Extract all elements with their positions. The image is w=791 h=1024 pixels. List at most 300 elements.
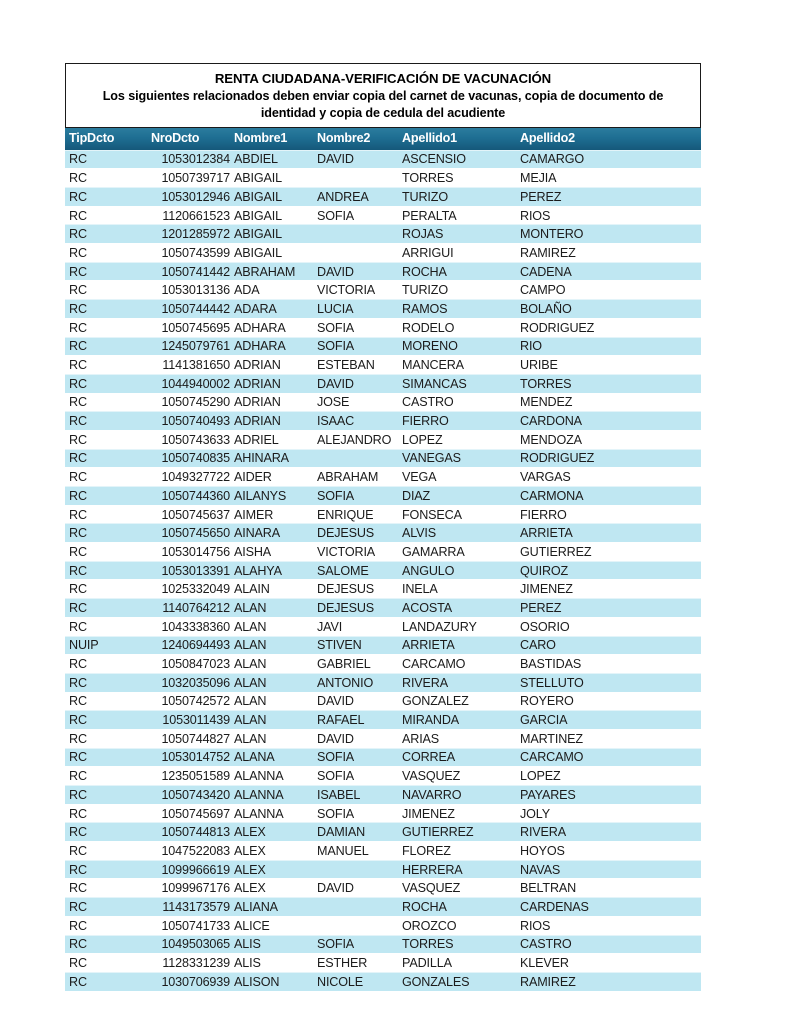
cell-nombre1[interactable]: ALEX (230, 823, 313, 842)
cell-tipdcto[interactable]: RC (65, 786, 145, 805)
cell-nombre1[interactable]: ALEX (230, 879, 313, 898)
cell-nombre2[interactable]: DEJESUS (313, 580, 398, 599)
cell-nrodcto[interactable]: 1050745637 (145, 505, 230, 524)
cell-nrodcto[interactable]: 1053011439 (145, 711, 230, 730)
cell-nombre2[interactable]: ISABEL (313, 786, 398, 805)
cell-nombre2[interactable]: SOFIA (313, 206, 398, 225)
cell-nrodcto[interactable]: 1053012946 (145, 188, 230, 207)
cell-tipdcto[interactable]: RC (65, 767, 145, 786)
cell-apellido1[interactable]: RAMOS (398, 300, 516, 319)
cell-tipdcto[interactable]: RC (65, 580, 145, 599)
table-row[interactable] (65, 916, 701, 935)
cell-nombre2[interactable]: JAVI (313, 617, 398, 636)
cell-nrodcto[interactable]: 1050741733 (145, 916, 230, 935)
table-row[interactable] (65, 412, 701, 431)
cell-tipdcto[interactable]: RC (65, 954, 145, 973)
cell-nombre1[interactable]: ALANA (230, 748, 313, 767)
cell-tipdcto[interactable]: RC (65, 505, 145, 524)
cell-apellido2[interactable]: ARRIETA (516, 524, 701, 543)
cell-nombre1[interactable]: ADRIAN (230, 374, 313, 393)
cell-tipdcto[interactable]: RC (65, 543, 145, 562)
cell-nombre2[interactable]: SOFIA (313, 337, 398, 356)
cell-tipdcto[interactable]: RC (65, 262, 145, 281)
cell-tipdcto[interactable]: RC (65, 561, 145, 580)
table-row[interactable] (65, 468, 701, 487)
table-row[interactable] (65, 543, 701, 562)
cell-apellido1[interactable]: GUTIERREZ (398, 823, 516, 842)
cell-tipdcto[interactable]: RC (65, 150, 145, 169)
table-row[interactable] (65, 393, 701, 412)
table-row[interactable] (65, 655, 701, 674)
table-row[interactable] (65, 169, 701, 188)
cell-apellido2[interactable]: CARDENAS (516, 898, 701, 917)
cell-nombre1[interactable]: ALAN (230, 617, 313, 636)
column-header-nrodcto[interactable]: NroDcto (145, 128, 230, 151)
cell-apellido2[interactable]: QUIROZ (516, 561, 701, 580)
table-row[interactable] (65, 804, 701, 823)
cell-nrodcto[interactable]: 1050744360 (145, 487, 230, 506)
cell-nombre2[interactable]: DEJESUS (313, 599, 398, 618)
cell-tipdcto[interactable]: RC (65, 300, 145, 319)
cell-apellido2[interactable]: CARCAMO (516, 748, 701, 767)
cell-nombre2[interactable]: DAVID (313, 374, 398, 393)
cell-apellido1[interactable]: MORENO (398, 337, 516, 356)
table-row[interactable] (65, 636, 701, 655)
cell-tipdcto[interactable]: RC (65, 692, 145, 711)
cell-nrodcto[interactable]: 1050745650 (145, 524, 230, 543)
cell-tipdcto[interactable]: RC (65, 169, 145, 188)
cell-apellido2[interactable]: BASTIDAS (516, 655, 701, 674)
cell-apellido1[interactable]: CORREA (398, 748, 516, 767)
cell-apellido2[interactable]: OSORIO (516, 617, 701, 636)
cell-apellido1[interactable]: ANGULO (398, 561, 516, 580)
cell-nombre1[interactable]: ALAHYA (230, 561, 313, 580)
cell-nombre2[interactable] (313, 225, 398, 244)
cell-apellido1[interactable]: FLOREZ (398, 842, 516, 861)
cell-tipdcto[interactable]: RC (65, 823, 145, 842)
cell-apellido2[interactable]: RAMIREZ (516, 244, 701, 263)
cell-nombre2[interactable]: SALOME (313, 561, 398, 580)
cell-tipdcto[interactable]: RC (65, 655, 145, 674)
table-row[interactable] (65, 188, 701, 207)
cell-nrodcto[interactable]: 1025332049 (145, 580, 230, 599)
cell-apellido1[interactable]: TURIZO (398, 188, 516, 207)
cell-apellido2[interactable]: RIVERA (516, 823, 701, 842)
cell-nrodcto[interactable]: 1050745697 (145, 804, 230, 823)
cell-apellido1[interactable]: ALVIS (398, 524, 516, 543)
cell-apellido2[interactable]: NAVAS (516, 860, 701, 879)
cell-nombre2[interactable] (313, 898, 398, 917)
cell-apellido1[interactable]: ACOSTA (398, 599, 516, 618)
cell-nrodcto[interactable]: 1240694493 (145, 636, 230, 655)
cell-apellido1[interactable]: NAVARRO (398, 786, 516, 805)
cell-nrodcto[interactable]: 1047522083 (145, 842, 230, 861)
cell-nombre2[interactable]: ISAAC (313, 412, 398, 431)
cell-nombre2[interactable]: SOFIA (313, 935, 398, 954)
cell-nombre1[interactable]: ADHARA (230, 337, 313, 356)
cell-nombre2[interactable]: DEJESUS (313, 524, 398, 543)
cell-nombre2[interactable]: VICTORIA (313, 543, 398, 562)
cell-nrodcto[interactable]: 1050739717 (145, 169, 230, 188)
cell-tipdcto[interactable]: RC (65, 281, 145, 300)
cell-apellido1[interactable]: OROZCO (398, 916, 516, 935)
cell-apellido1[interactable]: RIVERA (398, 673, 516, 692)
cell-nombre1[interactable]: ALANNA (230, 804, 313, 823)
cell-apellido1[interactable]: ARRIETA (398, 636, 516, 655)
cell-nrodcto[interactable]: 1044940002 (145, 374, 230, 393)
table-row[interactable] (65, 972, 701, 990)
cell-apellido2[interactable]: URIBE (516, 356, 701, 375)
cell-apellido2[interactable]: CARO (516, 636, 701, 655)
cell-nrodcto[interactable]: 1201285972 (145, 225, 230, 244)
cell-nombre1[interactable]: ALIS (230, 935, 313, 954)
table-row[interactable] (65, 954, 701, 973)
cell-apellido1[interactable]: LOPEZ (398, 430, 516, 449)
table-row[interactable] (65, 318, 701, 337)
cell-nombre2[interactable]: RAFAEL (313, 711, 398, 730)
cell-apellido1[interactable]: VASQUEZ (398, 767, 516, 786)
cell-nrodcto[interactable]: 1050740835 (145, 449, 230, 468)
cell-apellido2[interactable]: BELTRAN (516, 879, 701, 898)
cell-tipdcto[interactable]: RC (65, 673, 145, 692)
cell-nombre1[interactable]: ALANNA (230, 767, 313, 786)
cell-tipdcto[interactable]: RC (65, 225, 145, 244)
cell-apellido2[interactable]: ROYERO (516, 692, 701, 711)
table-row[interactable] (65, 935, 701, 954)
table-row[interactable] (65, 262, 701, 281)
table-row[interactable] (65, 300, 701, 319)
cell-tipdcto[interactable]: RC (65, 972, 145, 990)
cell-apellido1[interactable]: ROCHA (398, 898, 516, 917)
table-row[interactable] (65, 244, 701, 263)
cell-apellido2[interactable]: MARTINEZ (516, 729, 701, 748)
cell-tipdcto[interactable]: RC (65, 206, 145, 225)
table-row[interactable] (65, 374, 701, 393)
cell-nombre2[interactable] (313, 860, 398, 879)
cell-nombre1[interactable]: ALAN (230, 673, 313, 692)
cell-apellido2[interactable]: BOLAÑO (516, 300, 701, 319)
table-row[interactable] (65, 225, 701, 244)
cell-nombre1[interactable]: ADRIAN (230, 356, 313, 375)
cell-nombre1[interactable]: ALAN (230, 655, 313, 674)
cell-nrodcto[interactable]: 1050740493 (145, 412, 230, 431)
table-row[interactable] (65, 879, 701, 898)
cell-apellido1[interactable]: TORRES (398, 935, 516, 954)
table-row[interactable] (65, 729, 701, 748)
cell-apellido1[interactable]: TORRES (398, 169, 516, 188)
cell-apellido1[interactable]: HERRERA (398, 860, 516, 879)
cell-apellido1[interactable]: MIRANDA (398, 711, 516, 730)
cell-nombre1[interactable]: ABIGAIL (230, 244, 313, 263)
cell-apellido1[interactable]: ARIAS (398, 729, 516, 748)
cell-apellido1[interactable]: FIERRO (398, 412, 516, 431)
cell-apellido2[interactable]: CAMPO (516, 281, 701, 300)
cell-apellido1[interactable]: CARCAMO (398, 655, 516, 674)
cell-nombre2[interactable] (313, 449, 398, 468)
table-row[interactable] (65, 599, 701, 618)
cell-nrodcto[interactable]: 1245079761 (145, 337, 230, 356)
cell-nombre1[interactable]: ADRIAN (230, 393, 313, 412)
table-row[interactable] (65, 617, 701, 636)
cell-nrodcto[interactable]: 1043338360 (145, 617, 230, 636)
table-row[interactable] (65, 748, 701, 767)
cell-apellido1[interactable]: VEGA (398, 468, 516, 487)
cell-apellido2[interactable]: CADENA (516, 262, 701, 281)
cell-tipdcto[interactable]: NUIP (65, 636, 145, 655)
cell-nombre1[interactable]: ALIANA (230, 898, 313, 917)
cell-apellido1[interactable]: FONSECA (398, 505, 516, 524)
table-row[interactable] (65, 356, 701, 375)
cell-apellido2[interactable]: PEREZ (516, 599, 701, 618)
cell-apellido1[interactable]: GONZALES (398, 972, 516, 990)
cell-apellido1[interactable]: CASTRO (398, 393, 516, 412)
cell-apellido1[interactable]: VANEGAS (398, 449, 516, 468)
cell-nombre2[interactable]: SOFIA (313, 318, 398, 337)
cell-nombre1[interactable]: ALAN (230, 729, 313, 748)
cell-nombre1[interactable]: ABIGAIL (230, 206, 313, 225)
cell-nombre1[interactable]: ALISON (230, 972, 313, 990)
table-row[interactable] (65, 898, 701, 917)
cell-nombre2[interactable]: NICOLE (313, 972, 398, 990)
cell-nrodcto[interactable]: 1053014752 (145, 748, 230, 767)
cell-tipdcto[interactable]: RC (65, 935, 145, 954)
cell-tipdcto[interactable]: RC (65, 898, 145, 917)
column-header-tipdcto[interactable]: TipDcto (65, 128, 145, 151)
cell-apellido1[interactable]: PERALTA (398, 206, 516, 225)
cell-apellido1[interactable]: PADILLA (398, 954, 516, 973)
cell-apellido2[interactable]: RIOS (516, 206, 701, 225)
cell-nrodcto[interactable]: 1050745290 (145, 393, 230, 412)
cell-nombre1[interactable]: ADHARA (230, 318, 313, 337)
cell-nrodcto[interactable]: 1050744813 (145, 823, 230, 842)
cell-nombre1[interactable]: ADRIEL (230, 430, 313, 449)
cell-nombre2[interactable] (313, 244, 398, 263)
cell-nombre1[interactable]: ALAN (230, 711, 313, 730)
table-row[interactable] (65, 449, 701, 468)
cell-nombre2[interactable]: DAMIAN (313, 823, 398, 842)
cell-apellido2[interactable]: GUTIERREZ (516, 543, 701, 562)
cell-tipdcto[interactable]: RC (65, 393, 145, 412)
cell-apellido2[interactable]: PAYARES (516, 786, 701, 805)
cell-nombre1[interactable]: AHINARA (230, 449, 313, 468)
cell-apellido2[interactable]: VARGAS (516, 468, 701, 487)
cell-tipdcto[interactable]: RC (65, 337, 145, 356)
cell-apellido2[interactable]: RAMIREZ (516, 972, 701, 990)
table-row[interactable] (65, 580, 701, 599)
cell-tipdcto[interactable]: RC (65, 599, 145, 618)
column-header-apellido2[interactable]: Apellido2 (516, 128, 701, 151)
cell-nrodcto[interactable]: 1049327722 (145, 468, 230, 487)
cell-nombre2[interactable]: DAVID (313, 262, 398, 281)
cell-apellido2[interactable]: RODRIGUEZ (516, 449, 701, 468)
cell-apellido1[interactable]: ARRIGUI (398, 244, 516, 263)
cell-nrodcto[interactable]: 1235051589 (145, 767, 230, 786)
cell-nombre1[interactable]: ADA (230, 281, 313, 300)
cell-nrodcto[interactable]: 1120661523 (145, 206, 230, 225)
cell-tipdcto[interactable]: RC (65, 729, 145, 748)
cell-tipdcto[interactable]: RC (65, 468, 145, 487)
cell-nombre2[interactable]: DAVID (313, 729, 398, 748)
cell-nombre1[interactable]: AILANYS (230, 487, 313, 506)
cell-apellido2[interactable]: MENDEZ (516, 393, 701, 412)
cell-tipdcto[interactable]: RC (65, 449, 145, 468)
cell-nrodcto[interactable]: 1050744442 (145, 300, 230, 319)
cell-nombre2[interactable]: STIVEN (313, 636, 398, 655)
cell-apellido1[interactable]: MANCERA (398, 356, 516, 375)
table-row[interactable] (65, 505, 701, 524)
cell-nombre2[interactable]: SOFIA (313, 804, 398, 823)
cell-nombre2[interactable] (313, 916, 398, 935)
cell-nrodcto[interactable]: 1050847023 (145, 655, 230, 674)
cell-nrodcto[interactable]: 1050744827 (145, 729, 230, 748)
cell-tipdcto[interactable]: RC (65, 430, 145, 449)
cell-nrodcto[interactable]: 1099967176 (145, 879, 230, 898)
table-row[interactable] (65, 337, 701, 356)
cell-apellido1[interactable]: INELA (398, 580, 516, 599)
cell-nrodcto[interactable]: 1050743633 (145, 430, 230, 449)
table-row[interactable] (65, 281, 701, 300)
cell-nrodcto[interactable]: 1141381650 (145, 356, 230, 375)
cell-tipdcto[interactable]: RC (65, 860, 145, 879)
cell-nombre2[interactable]: DAVID (313, 879, 398, 898)
table-row[interactable] (65, 150, 701, 169)
cell-nombre2[interactable]: SOFIA (313, 748, 398, 767)
cell-nombre1[interactable]: ALANNA (230, 786, 313, 805)
cell-tipdcto[interactable]: RC (65, 879, 145, 898)
cell-nombre1[interactable]: ABIGAIL (230, 169, 313, 188)
cell-apellido2[interactable]: FIERRO (516, 505, 701, 524)
cell-nombre1[interactable]: AINARA (230, 524, 313, 543)
cell-tipdcto[interactable]: RC (65, 356, 145, 375)
cell-tipdcto[interactable]: RC (65, 524, 145, 543)
cell-nrodcto[interactable]: 1128331239 (145, 954, 230, 973)
table-row[interactable] (65, 767, 701, 786)
cell-tipdcto[interactable]: RC (65, 412, 145, 431)
cell-apellido1[interactable]: DIAZ (398, 487, 516, 506)
cell-tipdcto[interactable]: RC (65, 244, 145, 263)
cell-nombre1[interactable]: ALIS (230, 954, 313, 973)
cell-apellido2[interactable]: MEJIA (516, 169, 701, 188)
cell-nrodcto[interactable]: 1032035096 (145, 673, 230, 692)
cell-nombre2[interactable]: SOFIA (313, 487, 398, 506)
cell-apellido1[interactable]: TURIZO (398, 281, 516, 300)
column-header-nombre2[interactable]: Nombre2 (313, 128, 398, 151)
table-row[interactable] (65, 206, 701, 225)
cell-apellido2[interactable]: LOPEZ (516, 767, 701, 786)
cell-nombre1[interactable]: ABIGAIL (230, 225, 313, 244)
cell-apellido2[interactable]: MENDOZA (516, 430, 701, 449)
cell-tipdcto[interactable]: RC (65, 318, 145, 337)
cell-nombre2[interactable]: JOSE (313, 393, 398, 412)
cell-nombre1[interactable]: ADRIAN (230, 412, 313, 431)
cell-apellido2[interactable]: CARDONA (516, 412, 701, 431)
table-row[interactable] (65, 692, 701, 711)
cell-tipdcto[interactable]: RC (65, 487, 145, 506)
table-row[interactable] (65, 711, 701, 730)
cell-apellido2[interactable]: HOYOS (516, 842, 701, 861)
cell-apellido2[interactable]: RODRIGUEZ (516, 318, 701, 337)
cell-nombre1[interactable]: ADARA (230, 300, 313, 319)
cell-nombre2[interactable]: ALEJANDRO (313, 430, 398, 449)
cell-apellido2[interactable]: TORRES (516, 374, 701, 393)
cell-nombre1[interactable]: ALEX (230, 842, 313, 861)
column-header-apellido1[interactable]: Apellido1 (398, 128, 516, 151)
cell-tipdcto[interactable]: RC (65, 617, 145, 636)
table-row[interactable] (65, 561, 701, 580)
cell-nrodcto[interactable]: 1050741442 (145, 262, 230, 281)
cell-apellido2[interactable]: CASTRO (516, 935, 701, 954)
cell-nombre2[interactable]: GABRIEL (313, 655, 398, 674)
cell-nombre1[interactable]: ALAN (230, 692, 313, 711)
cell-apellido2[interactable]: RIOS (516, 916, 701, 935)
cell-nombre2[interactable]: DAVID (313, 150, 398, 169)
cell-apellido1[interactable]: LANDAZURY (398, 617, 516, 636)
table-row[interactable] (65, 673, 701, 692)
cell-nrodcto[interactable]: 1140764212 (145, 599, 230, 618)
cell-apellido2[interactable]: KLEVER (516, 954, 701, 973)
table-row[interactable] (65, 430, 701, 449)
cell-nrodcto[interactable]: 1053014756 (145, 543, 230, 562)
cell-apellido2[interactable]: CAMARGO (516, 150, 701, 169)
cell-nombre1[interactable]: AIDER (230, 468, 313, 487)
cell-tipdcto[interactable]: RC (65, 711, 145, 730)
cell-apellido2[interactable]: RIO (516, 337, 701, 356)
cell-tipdcto[interactable]: RC (65, 188, 145, 207)
cell-apellido2[interactable]: JIMENEZ (516, 580, 701, 599)
cell-nombre2[interactable]: ESTEBAN (313, 356, 398, 375)
cell-nombre1[interactable]: ALAIN (230, 580, 313, 599)
cell-nombre2[interactable]: ANDREA (313, 188, 398, 207)
cell-nrodcto[interactable]: 1053013391 (145, 561, 230, 580)
cell-nombre2[interactable]: DAVID (313, 692, 398, 711)
cell-nrodcto[interactable]: 1050743599 (145, 244, 230, 263)
cell-nombre1[interactable]: ABDIEL (230, 150, 313, 169)
cell-apellido2[interactable]: CARMONA (516, 487, 701, 506)
table-row[interactable] (65, 860, 701, 879)
table-row[interactable] (65, 842, 701, 861)
cell-nrodcto[interactable]: 1050743420 (145, 786, 230, 805)
cell-apellido1[interactable]: SIMANCAS (398, 374, 516, 393)
cell-nrodcto[interactable]: 1143173579 (145, 898, 230, 917)
cell-apellido1[interactable]: ROJAS (398, 225, 516, 244)
cell-nombre2[interactable]: ABRAHAM (313, 468, 398, 487)
cell-nombre1[interactable]: ABIGAIL (230, 188, 313, 207)
cell-nombre2[interactable]: ANTONIO (313, 673, 398, 692)
cell-apellido2[interactable]: JOLY (516, 804, 701, 823)
cell-nrodcto[interactable]: 1053012384 (145, 150, 230, 169)
cell-apellido1[interactable]: ASCENSIO (398, 150, 516, 169)
cell-nombre1[interactable]: ALAN (230, 636, 313, 655)
cell-apellido1[interactable]: VASQUEZ (398, 879, 516, 898)
cell-tipdcto[interactable]: RC (65, 748, 145, 767)
cell-tipdcto[interactable]: RC (65, 916, 145, 935)
cell-nombre2[interactable]: LUCIA (313, 300, 398, 319)
cell-nrodcto[interactable]: 1053013136 (145, 281, 230, 300)
cell-tipdcto[interactable]: RC (65, 842, 145, 861)
cell-nombre1[interactable]: ALEX (230, 860, 313, 879)
cell-nombre2[interactable]: VICTORIA (313, 281, 398, 300)
cell-tipdcto[interactable]: RC (65, 804, 145, 823)
cell-apellido2[interactable]: PEREZ (516, 188, 701, 207)
cell-apellido1[interactable]: GONZALEZ (398, 692, 516, 711)
cell-nrodcto[interactable]: 1049503065 (145, 935, 230, 954)
cell-tipdcto[interactable]: RC (65, 374, 145, 393)
cell-nombre1[interactable]: ABRAHAM (230, 262, 313, 281)
table-row[interactable] (65, 487, 701, 506)
cell-apellido2[interactable]: STELLUTO (516, 673, 701, 692)
cell-nrodcto[interactable]: 1030706939 (145, 972, 230, 990)
cell-nombre1[interactable]: ALICE (230, 916, 313, 935)
